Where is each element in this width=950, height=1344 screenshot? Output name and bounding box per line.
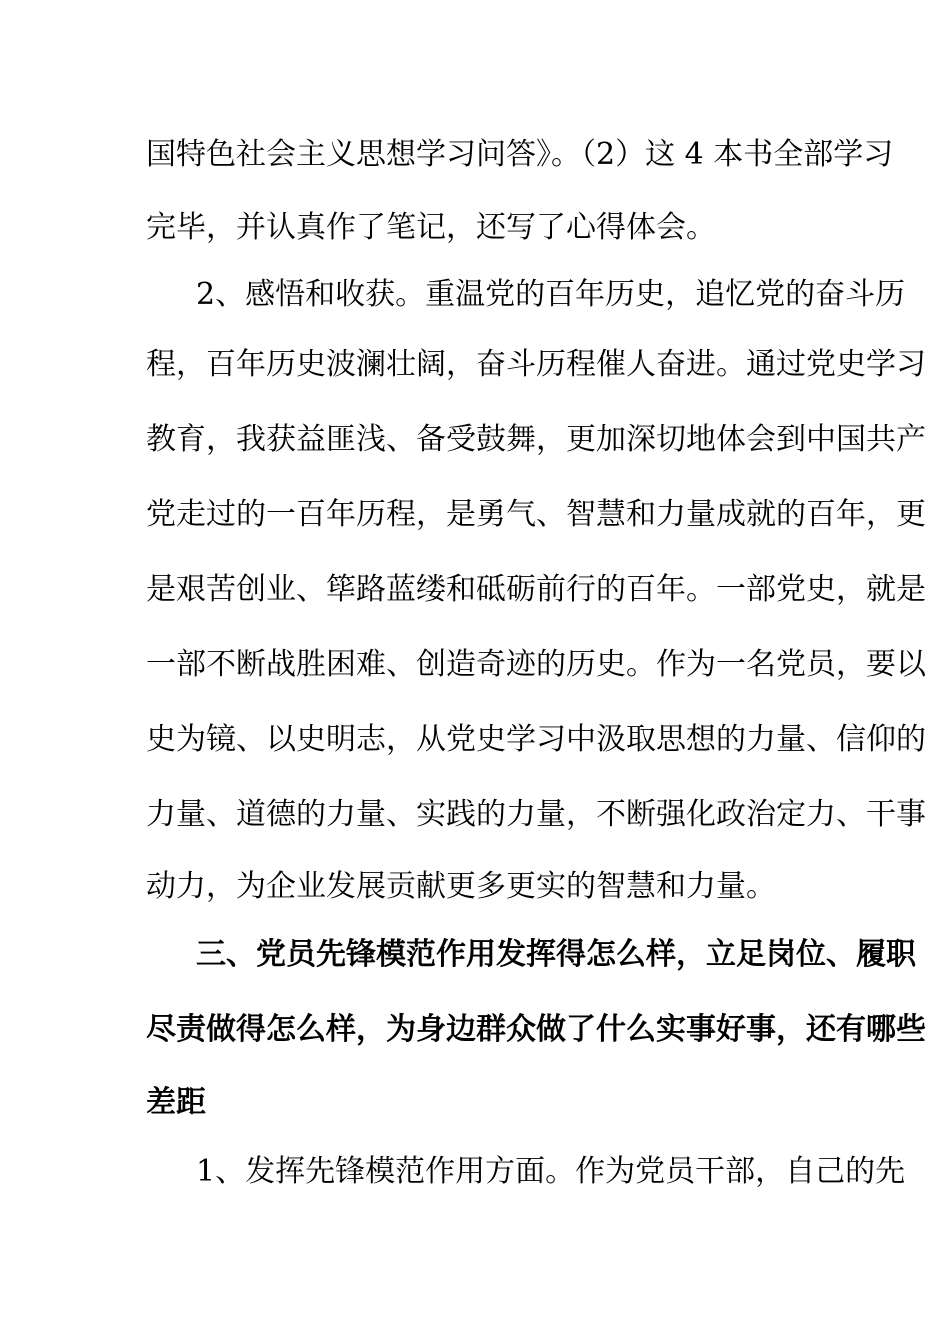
paragraph-line: 国特色社会主义思想学习问答》。（2）这 4 本书全部学习 — [146, 137, 894, 172]
paragraph-line: 动力，为企业发展贡献更多更实的智慧和力量。 — [146, 869, 776, 904]
paragraph-line: 1、发挥先锋模范作用方面。作为党员干部，自己的先 — [196, 1154, 906, 1189]
section-heading-line: 差距 — [146, 1085, 206, 1120]
section-heading-line: 尽责做得怎么样，为身边群众做了什么实事好事，还有哪些 — [146, 1012, 926, 1047]
paragraph-line: 2、感悟和收获。重温党的百年历史，追忆党的奋斗历 — [196, 277, 906, 312]
paragraph-line: 力量、道德的力量、实践的力量，不断强化政治定力、干事 — [146, 797, 926, 832]
paragraph-line: 教育，我获益匪浅、备受鼓舞，更加深切地体会到中国共产 — [146, 422, 926, 457]
paragraph-line: 史为镜、以史明志，从党史学习中汲取思想的力量、信仰的 — [146, 722, 926, 757]
paragraph-line: 程，百年历史波澜壮阔，奋斗历程催人奋进。通过党史学习 — [146, 347, 926, 382]
paragraph-line: 完毕，并认真作了笔记，还写了心得体会。 — [146, 210, 716, 245]
section-heading-line: 三、党员先锋模范作用发挥得怎么样，立足岗位、履职 — [196, 937, 916, 972]
paragraph-line: 是艰苦创业、筚路蓝缕和砥砺前行的百年。一部党史，就是 — [146, 572, 926, 607]
paragraph-line: 党走过的一百年历程，是勇气、智慧和力量成就的百年，更 — [146, 497, 926, 532]
paragraph-line: 一部不断战胜困难、创造奇迹的历史。作为一名党员，要以 — [146, 647, 926, 682]
